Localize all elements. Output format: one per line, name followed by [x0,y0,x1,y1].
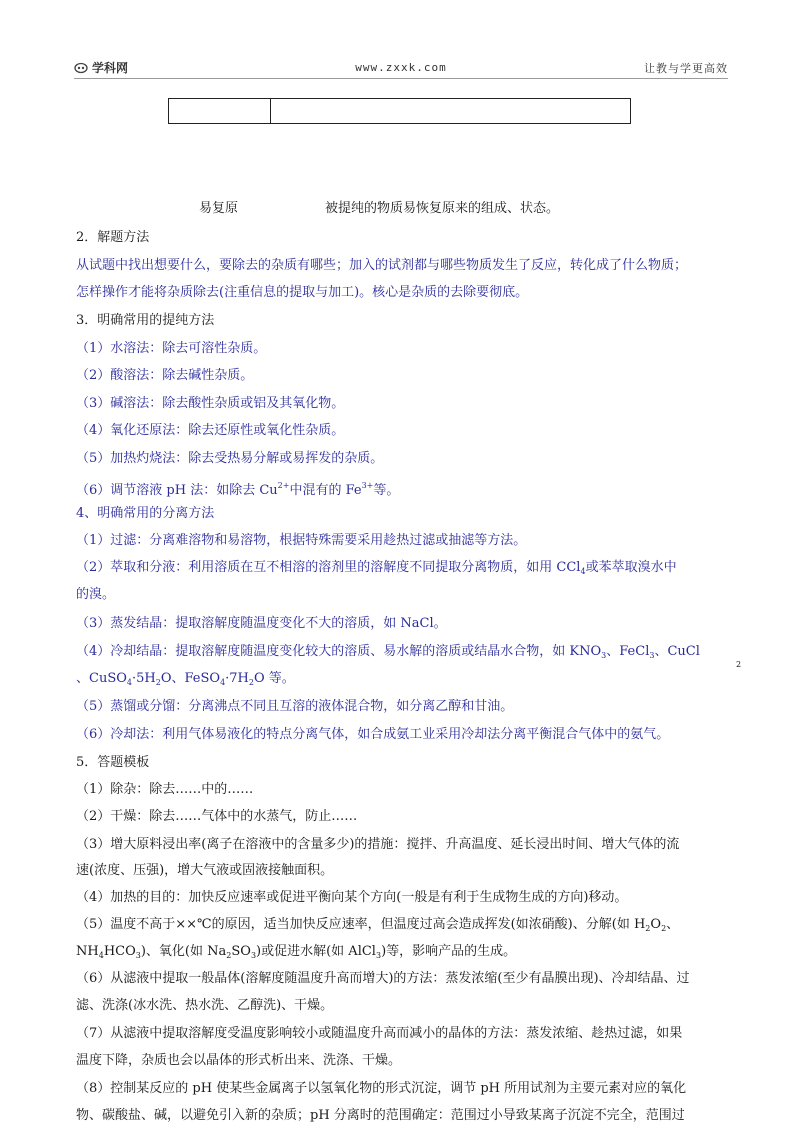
section-3-item-5: （5）加热灼烧法：除去受热易分解或易挥发的杂质。 [76,451,384,466]
section-5-item-7-line-1: （7）从滤液中提取溶解度受温度影响较小或随温度升高而减小的晶体的方法：蒸发浓缩、趁热过滤，如果 [76,1026,683,1041]
table-column-divider [270,99,271,123]
section-5-item-8-line-1: （8）控制某反应的 pH 使某些金属离子以氢氧化物的形式沉淀，调节 pH 所用试剂为主要元素对应的氧化 [76,1081,687,1096]
section-4-item-2-line-2: 的溴。 [76,587,116,602]
section-3-item-6: （6）调节溶液 pH 法：如除去 $Cu^{2+}$中混有的 $Fe^{3+}$等。 [76,481,400,498]
page-header [74,56,728,78]
section-4-item-4-line-1: （4）冷却结晶：提取溶解度随温度变化较大的溶质、易水解的溶质或结晶水合物，如 $KNO_3$、FeCl$_3$、CuCl [76,644,700,660]
section-4-item-2-line-1: （2）萃取和分液：利用溶质在互不相溶的溶剂里的溶解度不同提取分离物质，如用 CCl$_4$或苯萃取溴水中 [76,560,677,576]
section-5-item-2: （2）干燥：除去……气体中的水蒸气，防止…… [76,809,358,824]
section-4-item-1: （1）过滤：分离难溶物和易溶物，根据特殊需要采用趁热过滤或抽滤等方法。 [76,533,527,548]
section-5-item-8-line-2: 物、碳酸盐、碱，以避免引入新的杂质；pH 分离时的范围确定：范围过小导致某离子沉淀不完全，范围过 [76,1108,685,1123]
section-5-item-4: （4）加热的目的：加快反应速率或促进平衡向某个方向(一般是有利于生成物生成的方向)移动。 [76,890,628,905]
section-3-item-2: （2）酸溶法：除去碱性杂质。 [76,368,254,383]
section-5-item-5-line-2: $NH_4HCO_3$)、氧化(如 $Na_2SO_3$)或促进水解(如 AlCl$_3$)等，影响产品的生成。 [76,944,517,960]
header-divider [74,78,728,79]
section-3-title: 3．明确常用的提纯方法 [76,313,215,328]
cucl2-subscript: 2 [736,660,742,669]
section-5-item-3-line-1: （3）增大原料浸出率(离子在溶液中的含量多少)的措施：搅拌、升高温度、延长浸出时间、增大气体的流 [76,837,680,852]
section-4-item-3: （3）蒸发结晶：提取溶解度随温度变化不大的溶质，如 NaCl。 [76,616,447,631]
section-5-item-6-line-1: （6）从滤液中提取一般晶体(溶解度随温度升高而增大)的方法：蒸发浓缩(至少有晶膜出现)、冷却结晶、过 [76,971,690,986]
section-5-title: 5．答题模板 [76,755,150,770]
table-row-text: 被提纯的物质易恢复原来的组成、状态。 [325,201,560,216]
section-5-item-3-line-2: 速(浓度、压强)，增大气液或固液接触面积。 [76,863,334,878]
section-4-title: 4、明确常用的分离方法 [76,506,215,521]
section-2-paragraph-line-2: 怎样操作才能将杂质除去(注重信息的提取与加工)。核心是杂质的去除要彻底。 [76,285,529,300]
section-5-item-1: （1）除杂：除去……中的…… [76,782,254,797]
section-4-item-4-line-2: 、$CuSO_4\cdot 5H_2O$、$FeSO_4\cdot 7H_2O$ 等。 [76,671,295,687]
section-2-paragraph-line-1: 从试题中找出想要什么，要除去的杂质有哪些；加入的试剂都与哪些物质发生了反应，转化成了什么物质； [76,258,688,273]
site-url: www.zxxk.com [355,61,447,74]
section-4-item-5: （5）蒸馏或分馏：分离沸点不同且互溶的液体混合物，如分离乙醇和甘油。 [76,699,514,714]
section-3-item-3: （3）碱溶法：除去酸性杂质或铝及其氧化物。 [76,396,345,411]
section-4-item-6: （6）冷却法：利用气体易液化的特点分离气体，如合成氨工业采用冷却法分离平衡混合气体中的氨气。 [76,727,670,742]
section-5-item-7-line-2: 温度下降，杂质也会以晶体的形式析出来、洗涤、干燥。 [76,1053,402,1068]
table-fragment [168,98,631,124]
site-slogan: 让教与学更高效 [644,62,728,75]
section-2-title: 2．解题方法 [76,230,150,245]
section-3-item-4: （4）氧化还原法：除去还原性或氧化性杂质。 [76,423,345,438]
table-row-label: 易复原 [199,201,239,216]
logo-text: 学科网 [92,61,129,75]
section-3-item-1: （1）水溶法：除去可溶性杂质。 [76,341,267,356]
section-5-item-6-line-2: 滤、洗涤(冰水洗、热水洗、乙醇洗)、干燥。 [76,998,334,1013]
section-5-item-5-line-1: （5）温度不高于××℃的原因，适当加快反应速率，但温度过高会造成挥发(如浓硝酸)、分解(如 $H_2O_2$、 [76,917,680,933]
